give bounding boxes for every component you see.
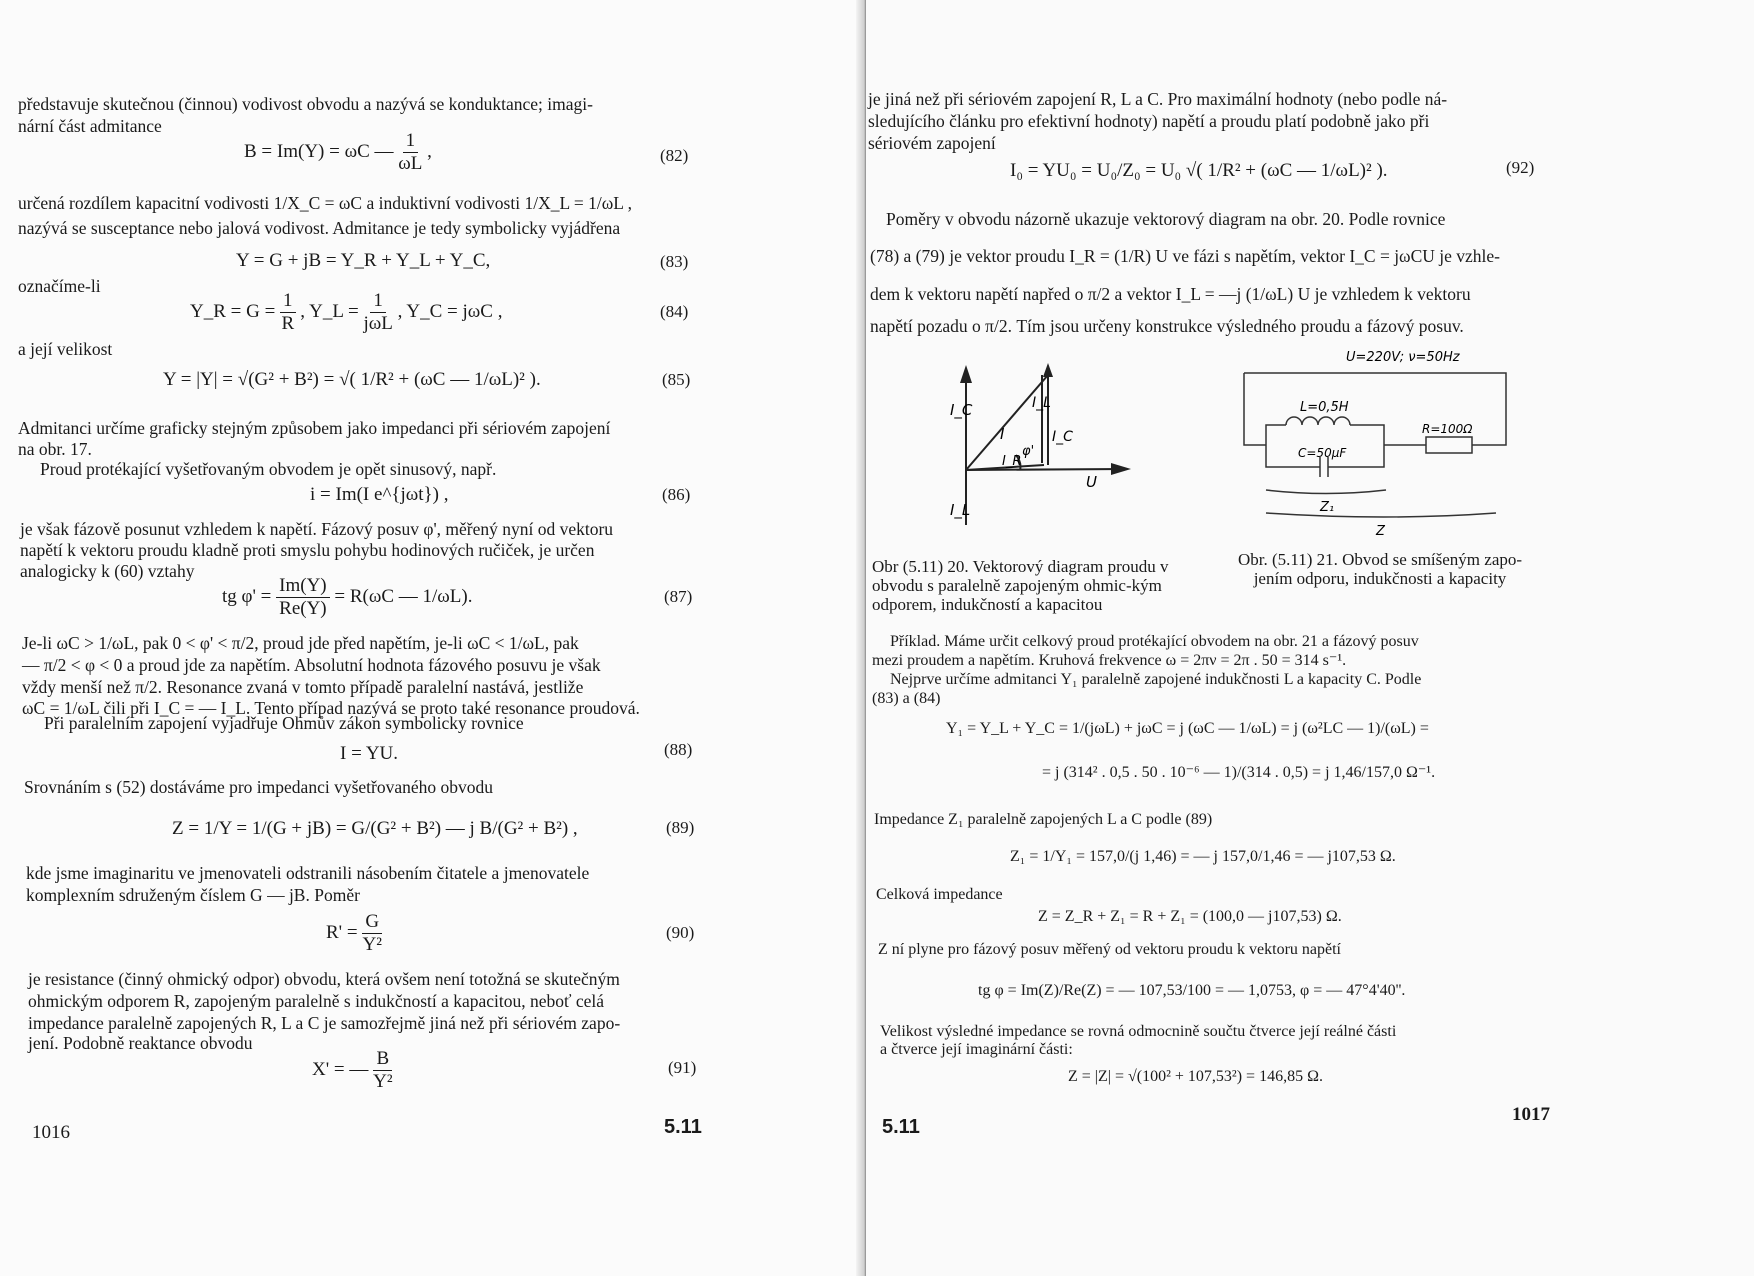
z1-label: Z₁: [1320, 500, 1335, 515]
equation-number: (90): [666, 923, 695, 942]
equation-84: Y_R = G = $\frac{1}{R}$ , Y_L = $\frac{1}{\text{jωL}}$ , Y_C = jωC ,: [190, 290, 503, 334]
page-number: 1016: [32, 1122, 70, 1143]
equation-number: (89): [666, 818, 695, 837]
text-line: nazývá se susceptance nebo jalová vodivost. Admitance je tedy symbolicky vyjádřena: [18, 218, 621, 238]
text-line: označíme-li: [18, 276, 101, 296]
z1-brace: [1266, 490, 1386, 494]
equation-89: Z = 1/Y = 1/(G + jB) = G/(G² + B²) — j B/(G² + B²) ,: [172, 818, 578, 839]
text-line: kde jsme imaginaritu ve jmenovateli odstranili násobením čitatele a jmenovatele: [26, 863, 590, 883]
text-line: Poměry v obvodu názorně ukazuje vektorový diagram na obr. 20. Podle rovnice: [886, 209, 1446, 229]
example-equation: Z = Z_R + Z₁ = R + Z₁ = (100,0 — j107,53) Ω.: [1038, 908, 1342, 925]
text-line: ohmickým odporem R, zapojeným paralelně s indukčností a kapacitou, neboť celá: [28, 991, 605, 1011]
wire-left: [1244, 373, 1266, 445]
circuit-diagram-fig21: [1236, 345, 1526, 545]
text-line: (78) a (79) je vektor proudu I_R = (1/R) U ve fázi s napětím, vektor I_C = jωCU je vzhle-: [870, 246, 1500, 266]
z-brace: [1266, 513, 1496, 517]
section-number: 5.11: [882, 1116, 920, 1138]
phi-label: φ': [1022, 444, 1035, 459]
example-line: Impedance Z₁ paralelně zapojených L a C podle (89): [874, 811, 1213, 828]
example-line: Celková impedance: [876, 886, 1003, 903]
figure-21-caption: Obr. (5.11) 21. Obvod se smíšeným zapo-jením odporu, indukčnosti a kapacity: [1237, 550, 1523, 588]
equation-92: I₀ = YU₀ = U₀/Z₀ = U₀ √( 1/R² + (ωC — 1/ωL)² ).: [1010, 160, 1388, 181]
text-line: komplexním sdruženým číslem G — jB. Poměr: [26, 885, 360, 905]
text-line: Při paralelním zapojení vyjadřuje Ohmův zákon symbolicky rovnice: [44, 713, 524, 733]
resistor-label: R=100Ω: [1422, 422, 1473, 436]
example-line: Příklad. Máme určit celkový proud protékající obvodem na obr. 21 a fázový posuv: [890, 633, 1419, 650]
text-line: vždy menší než π/2. Resonance zvaná v tomto případě paralelní nastává, jestliže: [22, 677, 584, 697]
text-line: představuje skutečnou (činnou) vodivost obvodu a nazývá se konduktance; imagi-: [18, 94, 593, 114]
example-equation: = j (314² . 0,5 . 50 . 10⁻⁶ — 1)/(314 . 0,5) = j 1,46/157,0 Ω⁻¹.: [1042, 764, 1436, 781]
text-line: je resistance (činný ohmický odpor) obvodu, která ovšem není totožná se skutečným: [28, 969, 620, 989]
example-line: (83) a (84): [872, 690, 941, 707]
text-line: na obr. 17.: [18, 439, 92, 459]
text-line: nární část admitance: [18, 116, 162, 136]
equation-83: Y = G + jB = Y_R + Y_L + Y_C,: [236, 250, 491, 271]
equation-number: (87): [664, 587, 693, 606]
example-equation: Z = |Z| = √(100² + 107,53²) = 146,85 Ω.: [1068, 1068, 1323, 1085]
example-equation: Y₁ = Y_L + Y_C = 1/(jωL) + jωC = j (ωC — 1/ωL) = j (ω²LC — 1)/(ωL) =: [946, 720, 1429, 737]
inductor-label: L=0,5H: [1300, 400, 1349, 415]
u-axis-label: U: [1086, 473, 1097, 491]
example-equation: Z₁ = 1/Y₁ = 157,0/(j 1,46) = — j 157,0/1,46 = — j107,53 Ω.: [1010, 848, 1396, 865]
i-vector-label: I: [1000, 425, 1005, 443]
example-line: Velikost výsledné impedance se rovná odmocnině součtu čtverce její reálné části: [880, 1023, 1397, 1040]
example-line: Nejprve určíme admitanci Y₁ paralelně zapojené indukčnosti L a kapacity C. Podle: [890, 671, 1422, 688]
text-line: — π/2 < φ < 0 a proud jde za napětím. Absolutní hodnota fázového posuvu je však: [22, 655, 601, 675]
resistor: [1426, 437, 1472, 453]
equation-number: (84): [660, 302, 689, 321]
right-page: [866, 0, 1754, 1276]
equation-number: (82): [660, 146, 689, 165]
text-line: Proud protékající vyšetřovaným obvodem je opět sinusový, např.: [40, 459, 497, 479]
text-line: impedance paralelně zapojených R, L a C je samozřejmě jiná než při sériovém zapo-: [28, 1013, 621, 1033]
text-line: a její velikost: [18, 339, 113, 359]
vector-diagram-fig20: [936, 355, 1236, 555]
text-line: ωC = 1/ωL čili při I_C = — I_L. Tento případ nazývá se proto také resonance proudová.: [22, 698, 640, 718]
source-label: U=220V; ν=50Hz: [1346, 350, 1460, 365]
inductor-coil: [1286, 417, 1350, 425]
text-line: určená rozdílem kapacitní vodivosti 1/X_C = ωC a induktivní vodivosti 1/X_L = 1/ωL ,: [18, 193, 633, 213]
text-line: sledujícího článku pro efektivní hodnoty) napětí a proudu platí podobně jako při: [868, 111, 1430, 131]
equation-90: R' = $\frac{G}{\text{Y²}}$: [326, 911, 382, 955]
equation-91: X' = — $\frac{B}{\text{Y²}}$: [312, 1048, 393, 1092]
ic-axis-label: I_C: [950, 401, 973, 419]
equation-number: (88): [664, 740, 693, 759]
text-line: sériovém zapojení: [868, 133, 996, 153]
text-line: Admitanci určíme graficky stejným způsobem jako impedanci při sériovém zapojení: [18, 418, 611, 438]
ir-vector-label: I_R: [1002, 454, 1022, 469]
ic-axis-arrow: [960, 365, 972, 383]
page-number: 1017: [1512, 1104, 1550, 1125]
text-line: dem k vektoru napětí napřed o π/2 a vektor I_L = —j (1/ωL) U je vzhledem k vektoru: [870, 284, 1471, 304]
text-line: je jiná než při sériovém zapojení R, L a C. Pro maximální hodnoty (nebo podle ná-: [868, 89, 1448, 109]
il-axis-label: I_L: [950, 501, 971, 519]
equation-number: (83): [660, 252, 689, 271]
example-line: Z ní plyne pro fázový posuv měřený od vektoru proudu k vektoru napětí: [878, 941, 1341, 958]
example-line: a čtverce její imaginární části:: [880, 1041, 1073, 1058]
il-vector-arrow: [1043, 363, 1053, 377]
text-line: Je-li ωC > 1/ωL, pak 0 < φ' < π/2, proud jde před napětím, je-li ωC < 1/ωL, pak: [22, 633, 579, 653]
equation-number: (86): [662, 485, 691, 504]
il-vector-label: I_L: [1032, 395, 1051, 411]
equation-86: i = Im(I e^{jωt}) ,: [310, 484, 449, 505]
example-line: mezi proudem a napětím. Kruhová frekvence ω = 2πν = 2π . 50 = 314 s⁻¹.: [872, 652, 1347, 669]
text-line: jení. Podobně reaktance obvodu: [28, 1033, 253, 1053]
section-number: 5.11: [664, 1116, 702, 1138]
equation-number: (91): [668, 1058, 697, 1077]
capacitor-label: C=50μF: [1298, 446, 1347, 460]
text-line: napětí pozadu o π/2. Tím jsou určeny konstrukce výsledného proudu a fázový posuv.: [870, 316, 1464, 336]
wire-l-in: [1266, 425, 1286, 445]
equation-85: Y = |Y| = √(G² + B²) = √( 1/R² + (ωC — 1/ωL)² ).: [163, 369, 541, 390]
z-label: Z: [1376, 524, 1385, 539]
left-page: [0, 0, 866, 1276]
text-line: je však fázově posunut vzhledem k napětí. Fázový posuv φ', měřený nyní od vektoru: [20, 519, 614, 539]
u-axis-arrow: [1111, 463, 1131, 475]
figure-20-caption: Obr (5.11) 20. Vektorový diagram proudu v obvodu s paralelně zapojeným ohmic-kým odporem, indukčností a kapacitou: [872, 557, 1169, 614]
wire-l-out: [1350, 425, 1384, 445]
text-line: analogicky k (60) vztahy: [20, 561, 195, 581]
equation-87: tg φ' = $\frac{Im(Y)}{Re(Y)}$ = R(ωC — 1/ωL).: [222, 575, 473, 619]
equation-88: I = YU.: [340, 743, 399, 764]
ic-vector-label: I_C: [1052, 429, 1073, 445]
example-equation: tg φ = Im(Z)/Re(Z) = — 107,53/100 = — 1,0753, φ = — 47°4'40''.: [978, 982, 1406, 999]
equation-number: (85): [662, 370, 691, 389]
equation-82: B = Im(Y) = ωC — $\frac{1}{\omega L}$ ,: [244, 130, 432, 174]
text-line: Srovnáním s (52) dostáváme pro impedanci vyšetřovaného obvodu: [24, 777, 493, 797]
text-line: napětí k vektoru proudu kladně proti smyslu pohybu hodinových ručiček, je určen: [20, 540, 595, 560]
equation-number: (92): [1506, 158, 1535, 177]
